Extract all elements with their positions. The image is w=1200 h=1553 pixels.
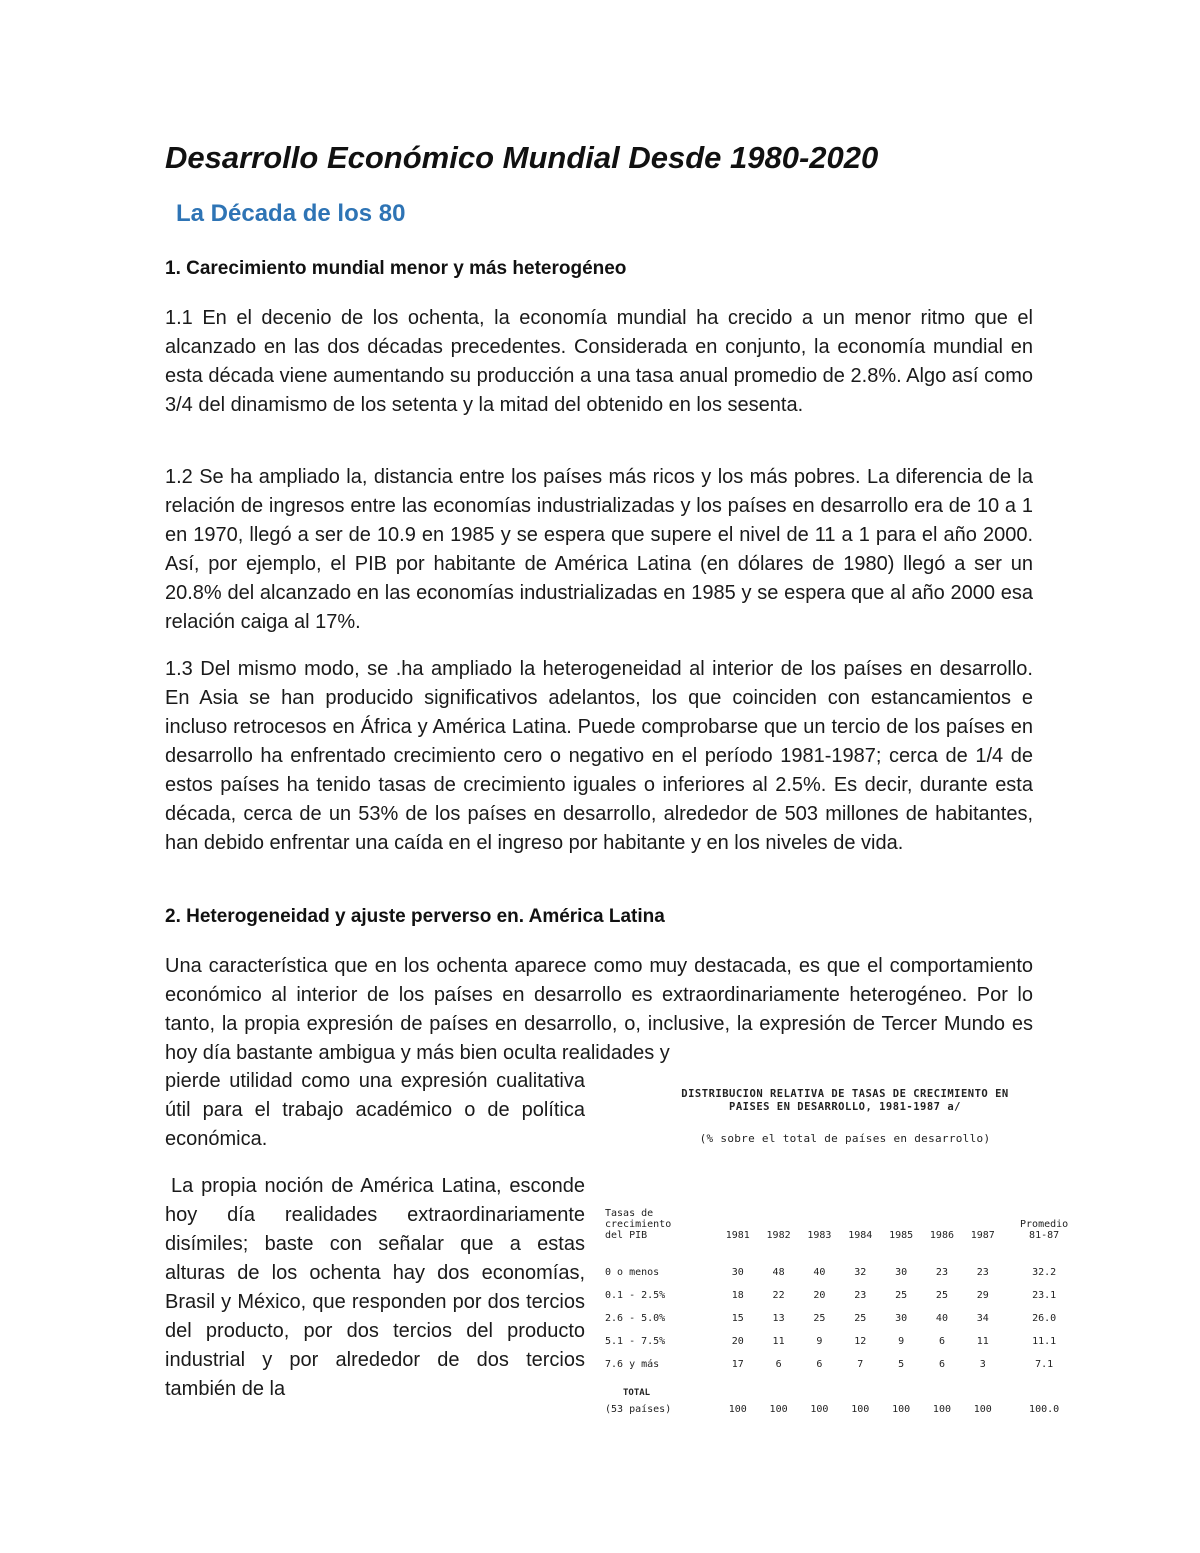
column-header: 1986	[929, 1230, 954, 1241]
table-cell: 18	[731, 1290, 744, 1301]
table-cell: 9	[898, 1336, 905, 1347]
paragraph-2-1-continued: pierde utilidad como una expresión cualitativa útil para el trabajo académico o de política económica.	[165, 1070, 585, 1150]
table-cell: 23.1	[1032, 1290, 1057, 1301]
table-cell: 29	[976, 1290, 989, 1301]
growth-distribution-table-figure	[600, 1080, 1090, 1480]
figure-title-line-1: DISTRIBUCION RELATIVA DE TASAS DE CRECIMIENTO EN	[681, 1088, 1009, 1100]
table-cell: 25	[854, 1313, 867, 1324]
paragraph-1-3: 1.3 Del mismo modo, se .ha ampliado la heterogeneidad al interior de los países en desarrollo. En Asia se han producido significativos adelantos, los que coinciden con estancamientos e incluso retrocesos en África y América Latina. Puede comprobarse que un tercio de los países en desarrollo ha enfrentado crecimiento cero o negativo en el período 1981-1987; cerca de 1/4 de estos países ha tenido tasas de crecimiento iguales o inferiores al 2.5%. Es decir, durante esta década, cerca de un 53% de los países en desarrollo, alrededor de 503 millones de habitantes, han debido enfrentar una caída en el ingreso por habitante y en los niveles de vida.	[165, 658, 1033, 854]
table-cell: 7	[857, 1359, 864, 1370]
paragraph-2-1: Una característica que en los ochenta aparece como muy destacada, es que el comportamiento económico al interior de los países en desarrollo es extraordinariamente heterogéneo. Por lo tanto, la propia expresión de países en desarrollo, o, inclusive, la expresión de Tercer Mundo es hoy día bastante ambigua y más bien oculta realidades y	[165, 955, 1033, 1064]
section-2-heading: 2. Heterogeneidad y ajuste perverso en. América Latina	[165, 906, 665, 927]
table-cell: 100	[892, 1403, 911, 1415]
table-cell: 7.1	[1035, 1359, 1054, 1370]
table-cell: 12	[854, 1336, 867, 1347]
table-cell: 20	[813, 1290, 826, 1301]
table-cell: 48	[772, 1267, 785, 1278]
section-1-heading: 1. Carecimiento mundial menor y más heterogéneo	[165, 258, 627, 279]
table-cell: 22	[772, 1290, 785, 1301]
table-cell: 23	[976, 1267, 989, 1278]
column-header: 1985	[889, 1230, 914, 1241]
table-cell: 3	[979, 1359, 986, 1370]
table-cell: 100	[932, 1403, 951, 1415]
table-row	[605, 1330, 1085, 1353]
table-row	[605, 1307, 1085, 1330]
table-cell: 40	[935, 1313, 948, 1324]
table-cell: 11.1	[1032, 1336, 1057, 1347]
total-sublabel: (53 países)	[605, 1403, 672, 1415]
table-cell: 6	[775, 1359, 782, 1370]
table-cell: 13	[772, 1313, 785, 1324]
table-cell: 11	[772, 1336, 785, 1347]
table-cell: 20	[731, 1336, 744, 1347]
paragraph-2-2: La propia noción de América Latina, esconde hoy día realidades extraordinariamente disímiles; baste con señalar que a estas alturas de los ochenta hay dos economías, Brasil y México, que responden por dos tercios del producto, por dos tercios del producto industrial y por alrededor de dos tercios también de la	[165, 1175, 585, 1400]
total-row	[605, 1400, 1085, 1418]
table-cell: 40	[813, 1267, 826, 1278]
total-label: TOTAL	[623, 1388, 651, 1398]
paragraph-1-1: 1.1 En el decenio de los ochenta, la economía mundial ha crecido a un menor ritmo que el alcanzado en las dos décadas precedentes. Considerada en conjunto, la economía mundial en esta década viene aumentando su producción a una tasa anual promedio de 2.8%. Algo así como 3/4 del dinamismo de los setenta y la mitad del obtenido en los sesenta.	[165, 307, 1033, 416]
table-cell: 25	[935, 1290, 948, 1301]
table-cell: 23	[935, 1267, 948, 1278]
table-cell: 100	[769, 1403, 788, 1415]
document-title: Desarrollo Económico Mundial Desde 1980-2020	[165, 140, 879, 175]
column-header: 1981	[725, 1230, 750, 1241]
table-cell: 30	[895, 1267, 908, 1278]
table-cell: 6	[816, 1359, 823, 1370]
table-cell: 6	[938, 1359, 945, 1370]
table-cell: 30	[895, 1313, 908, 1324]
row-label: 0 o menos	[605, 1267, 660, 1278]
table-cell: 6	[938, 1336, 945, 1347]
table-cell: 32.2	[1032, 1267, 1057, 1278]
table-cell: 15	[731, 1313, 744, 1324]
total-label-row	[605, 1376, 1085, 1400]
table-cell: 34	[976, 1313, 989, 1324]
table-cell: 11	[976, 1336, 989, 1347]
row-label: 7.6 y más	[605, 1359, 660, 1370]
table-row	[605, 1353, 1085, 1376]
table-cell: 100	[728, 1403, 747, 1415]
growth-distribution-table	[605, 1208, 1085, 1418]
row-label: 2.6 - 5.0%	[605, 1313, 666, 1324]
column-header: 1983	[807, 1230, 832, 1241]
table-cell: 17	[731, 1359, 744, 1370]
row-label: 5.1 - 7.5%	[605, 1336, 666, 1347]
table-cell: 100	[973, 1403, 992, 1415]
table-cell: 100	[851, 1403, 870, 1415]
row-label: 0.1 - 2.5%	[605, 1290, 666, 1301]
table-cell: 100.0	[1029, 1403, 1060, 1415]
table-cell: 26.0	[1032, 1313, 1057, 1324]
table-cell: 100	[810, 1403, 829, 1415]
average-column-header: Promedio 81-87	[1020, 1219, 1069, 1241]
figure-title	[600, 1088, 1090, 1114]
table-header-row	[605, 1208, 1085, 1247]
figure-subtitle: (% sobre el total de países en desarrollo)	[699, 1132, 991, 1145]
row-header: Tasas de crecimiento del PIB	[605, 1208, 672, 1241]
table-cell: 23	[854, 1290, 867, 1301]
table-cell: 5	[898, 1359, 905, 1370]
table-cell: 25	[813, 1313, 826, 1324]
table-cell: 30	[731, 1267, 744, 1278]
table-cell: 25	[895, 1290, 908, 1301]
table-cell: 32	[854, 1267, 867, 1278]
decade-subtitle: La Década de los 80	[176, 200, 406, 227]
figure-title-line-2: PAISES EN DESARROLLO, 1981-1987 a/	[729, 1101, 961, 1113]
column-header: 1987	[970, 1230, 995, 1241]
column-header: 1982	[766, 1230, 791, 1241]
paragraph-1-2: 1.2 Se ha ampliado la, distancia entre los países más ricos y los más pobres. La diferencia de la relación de ingresos entre las economías industrializadas y los países en desarrollo era de 10 a 1 en 1970, llegó a ser de 10.9 en 1985 y se espera que supere el nivel de 11 a 1 para el año 2000. Así, por ejemplo, el PIB por habitante de América Latina (en dólares de 1980) llegó a ser un 20.8% del alcanzado en las economías industrializadas en 1985 y se espera que al año 2000 esa relación caiga al 17%.	[165, 466, 1033, 633]
table-cell: 9	[816, 1336, 823, 1347]
table-row	[605, 1247, 1085, 1284]
table-row	[605, 1284, 1085, 1307]
column-header: 1984	[848, 1230, 873, 1241]
